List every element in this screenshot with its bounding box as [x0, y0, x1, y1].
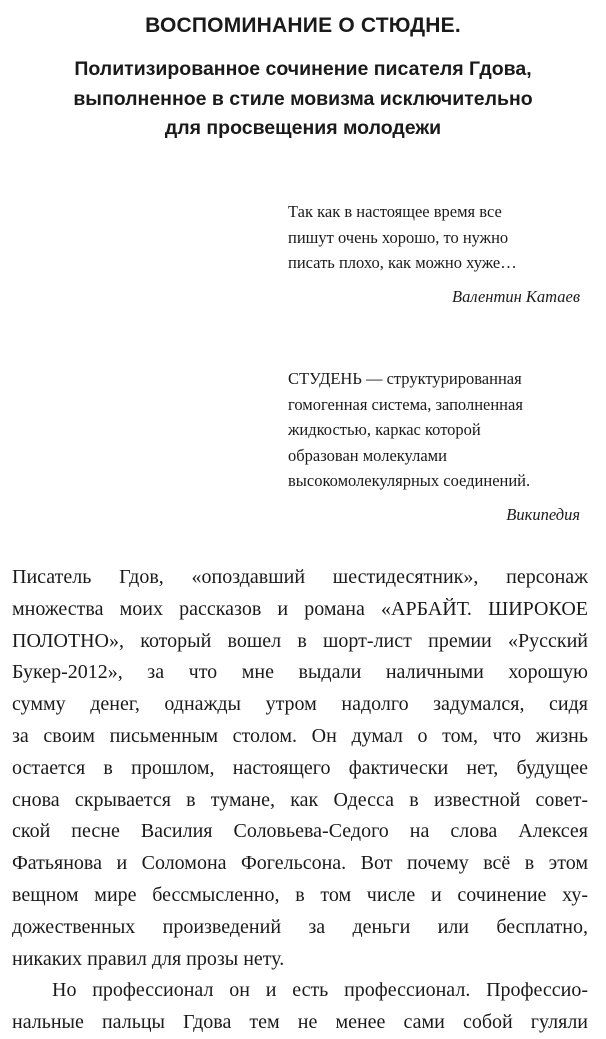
epigraph-line: Так как в настоящее время все: [288, 202, 502, 221]
body-text: [12, 562, 588, 1039]
body-line: остается в прошлом, настоящего фактически нет, будущее: [12, 756, 588, 779]
body-line: вещном мире бессмысленно, в том числе и сочинение ху-: [12, 883, 588, 906]
epigraph-author: Википедия: [506, 504, 580, 524]
subtitle-line: выполненное в стиле мовизма исключительно: [73, 87, 533, 110]
body-line: Писатель Гдов, «опоздавший шестидесятник», персонаж: [12, 566, 588, 588]
epigraph-author: Валентин Катаев: [452, 286, 580, 306]
body-line: снова скрывается в тумане, как Одесса в известной совет-: [12, 788, 588, 811]
body-line: сумму денег, однажды утром надолго задумался, сидя: [12, 693, 588, 716]
epigraph-line: высокомолекулярных соединений.: [288, 471, 531, 490]
epigraph-line: писать плохо, как можно хуже…: [288, 253, 517, 272]
body-line: Фатьянова и Соломона Фогельсона. Вот почему всё в этом: [12, 852, 588, 875]
epigraph-line: гомогенная система, заполненная: [288, 394, 523, 414]
body-line: ПОЛОТНО», который вошел в шорт-лист премии «Русский: [12, 629, 588, 652]
epigraph-line: СТУДЕНЬ — структурированная: [288, 369, 522, 388]
body-line: за своим письменным столом. Он думал о том, что жизнь: [12, 724, 588, 747]
subtitle-line: для просвещения молодежи: [164, 117, 442, 139]
epigraph-wikipedia: [288, 366, 588, 527]
epigraph-line: пишут очень хорошо, то нужно: [288, 227, 509, 247]
epigraph-line: жидкостью, каркас которой: [288, 420, 481, 439]
body-line: Букер-2012», за что мне выдали наличными хорошую: [12, 661, 588, 684]
body-line: нальные пальцы Гдова тем не менее сами собой гуляли: [12, 1011, 588, 1034]
body-line: ской песне Василия Соловьева-Седого на слова Алексея: [12, 820, 588, 843]
body-line: множества моих рассказов и романа «АРБАЙТ. ШИРОКОЕ: [12, 597, 588, 620]
body-line: дожественных произведений за деньги или бесплатно,: [12, 915, 588, 938]
body-line: Но профессионал он и есть профессионал. Профессио-: [52, 979, 588, 1002]
epigraph-line: образован молекулами: [288, 445, 447, 465]
epigraph-kataev: [288, 199, 588, 309]
body-line: никаких правил для прозы нету.: [12, 947, 285, 970]
subtitle-line: Политизированное сочинение писателя Гдова,: [74, 58, 532, 80]
chapter-subtitle: [30, 55, 576, 144]
chapter-title: ВОСПОМИНАНИЕ О СТЮДНЕ.: [145, 14, 461, 37]
